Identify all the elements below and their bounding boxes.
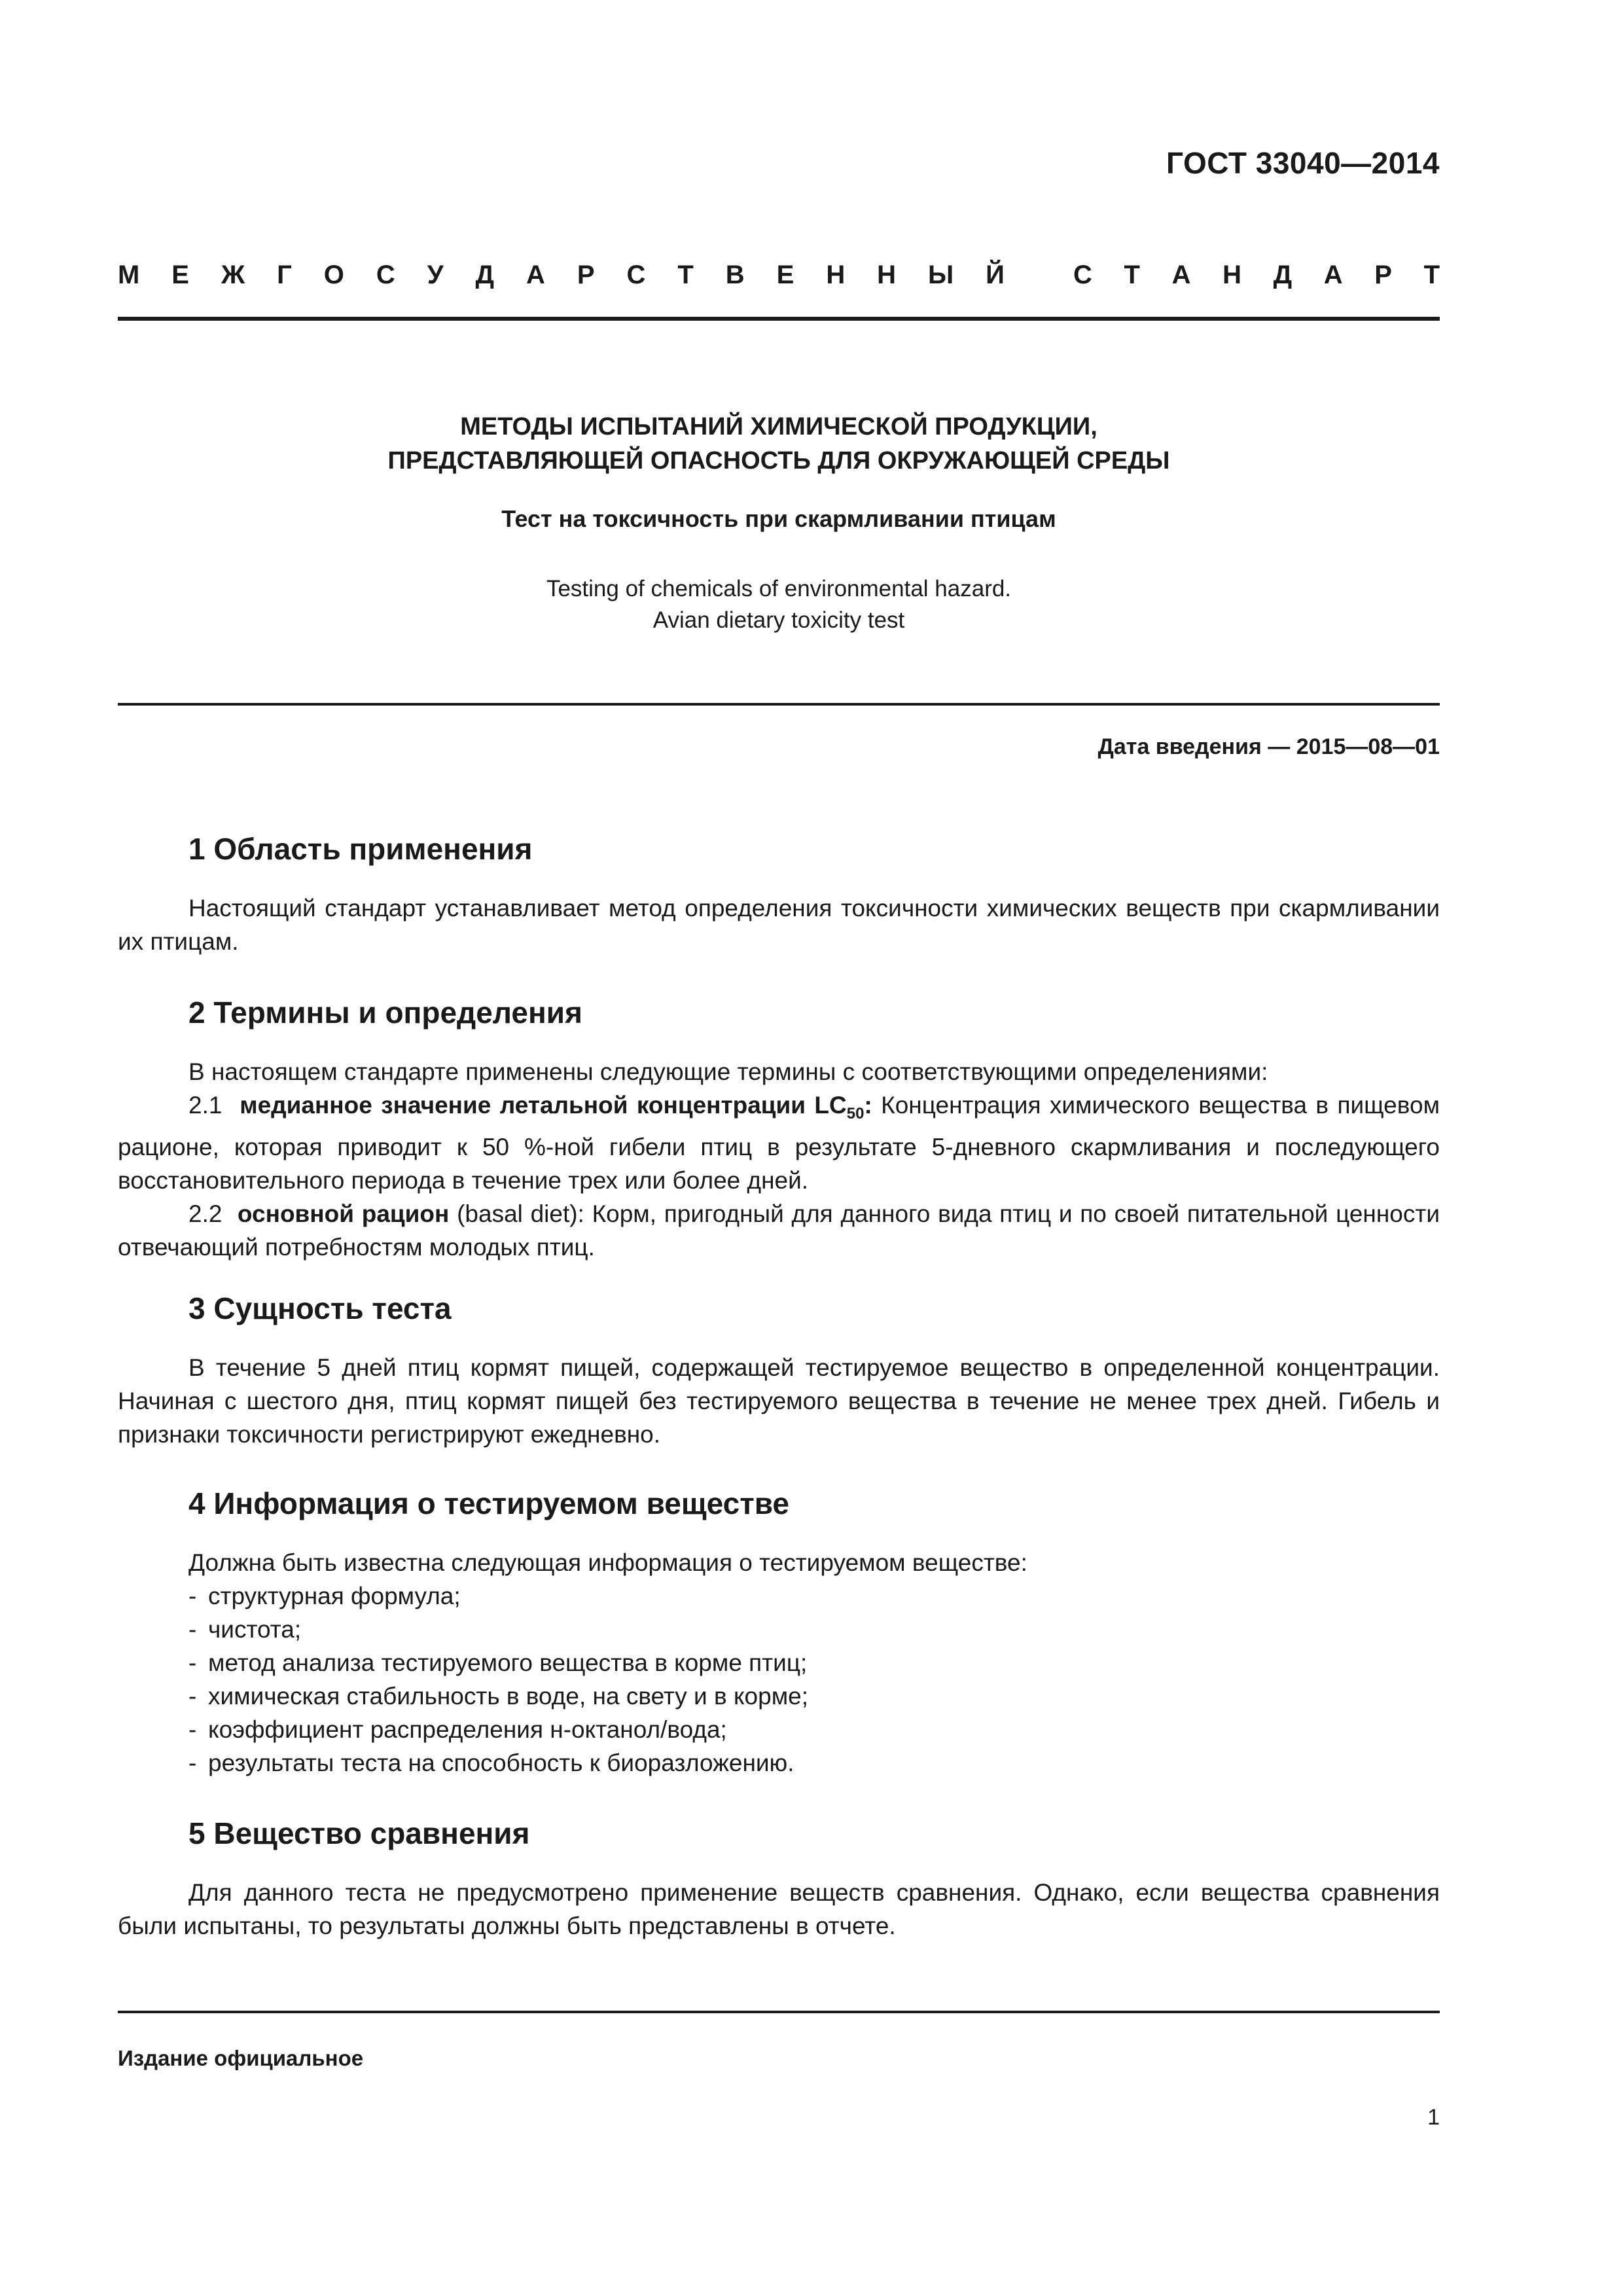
section-5-text: Для данного теста не предусмотрено применение веществ сравнения. Однако, если вещества сравнения были испытаны, то результаты должны быть представлены в отчете. <box>118 1879 1440 1939</box>
english-title-line-1: Testing of chemicals of environmental hazard. <box>546 576 1012 601</box>
definition-2-2-number: 2.2 <box>188 1200 223 1227</box>
document-code: ГОСТ 33040—2014 <box>1166 146 1440 180</box>
document-page <box>118 0 1440 2296</box>
page-number: 1 <box>1427 2105 1440 2130</box>
lc-subscript: 50 <box>846 1105 865 1122</box>
subtitle: Тест на токсичность при скармливании птицам <box>501 505 1056 532</box>
section-3-heading: 3 Сущность теста <box>188 1291 452 1325</box>
main-title <box>118 410 1440 478</box>
effective-date: Дата введения — 2015—08—01 <box>1097 734 1440 759</box>
section-1-body <box>118 891 1440 958</box>
section-4-body <box>188 1546 1432 1780</box>
main-title-line-1: МЕТОДЫ ИСПЫТАНИЙ ХИМИЧЕСКОЙ ПРОДУКЦИИ, <box>460 413 1097 440</box>
definition-2-2-term: основной рацион <box>237 1200 450 1227</box>
list-item: - метод анализа тестируемого вещества в корме птиц; <box>188 1649 808 1676</box>
list-item: - химическая стабильность в воде, на свету и в корме; <box>188 1683 808 1710</box>
section-3-text: В течение 5 дней птиц кормят пищей, содержащей тестируемое вещество в определенной концентрации. Начиная с шестого дня, птиц кормят пищей без тестируемого вещества в течение не менее трех дней. Гибель и признаки токсичности регистрируют ежедневно. <box>118 1354 1440 1448</box>
title-divider <box>118 703 1440 706</box>
section-2-body <box>118 1055 1440 1264</box>
english-title <box>118 573 1440 636</box>
definition-2-1-term: медианное значение летальной концентрации $LC_{50}$: <box>240 1092 872 1122</box>
definition-2-1-number: 2.1 <box>188 1092 223 1119</box>
definition-2-2-text: (basal diet): Корм, пригодный для данного вида птиц и по своей питательной ценности отвечающий потребностям молодых птиц. <box>118 1200 1440 1261</box>
section-2-intro: В настоящем стандарте применены следующие термины с соответствующими определениями: <box>188 1058 1268 1085</box>
main-title-line-2: ПРЕДСТАВЛЯЮЩЕЙ ОПАСНОСТЬ ДЛЯ ОКРУЖАЮЩЕЙ СРЕДЫ <box>387 447 1170 475</box>
definition-2-1 <box>118 1088 1440 1197</box>
section-1-heading: 1 Область применения <box>188 832 533 866</box>
list-item: - структурная формула; <box>188 1583 461 1609</box>
list-item: - коэффициент распределения н-октанол/вода; <box>188 1716 727 1743</box>
section-1-text: Настоящий стандарт устанавливает метод определения токсичности химических веществ при скармливании их птицам. <box>118 895 1440 955</box>
footer-divider <box>118 2011 1440 2013</box>
official-edition-label: Издание официальное <box>118 2046 364 2070</box>
header-divider <box>118 317 1440 321</box>
definition-2-2 <box>118 1197 1440 1264</box>
section-2-heading: 2 Термины и определения <box>188 996 582 1030</box>
standard-word-2: С Т А Н Д А Р Т <box>1073 260 1440 289</box>
section-5-body <box>118 1876 1440 1943</box>
standard-type-title <box>118 260 1440 290</box>
definition-2-1-text: Концентрация химического вещества в пищевом рационе, которая приводит к 50 %-ной гибели птиц в результате 5-дневного скармливания и последующего восстановительного периода в течение трех или более дней. <box>118 1092 1440 1194</box>
section-4-heading: 4 Информация о тестируемом веществе <box>188 1486 789 1520</box>
english-title-line-2: Avian dietary toxicity test <box>652 607 905 633</box>
section-5-heading: 5 Вещество сравнения <box>188 1816 530 1850</box>
list-item: - результаты теста на способность к биоразложению. <box>188 1749 794 1776</box>
standard-word-1: М Е Ж Г О С У Д А Р С Т В Е Н Н Ы Й <box>118 260 1005 289</box>
list-item: - чистота; <box>188 1616 302 1643</box>
section-4-intro: Должна быть известна следующая информация о тестируемом веществе: <box>188 1549 1027 1576</box>
section-3-body <box>118 1351 1440 1451</box>
